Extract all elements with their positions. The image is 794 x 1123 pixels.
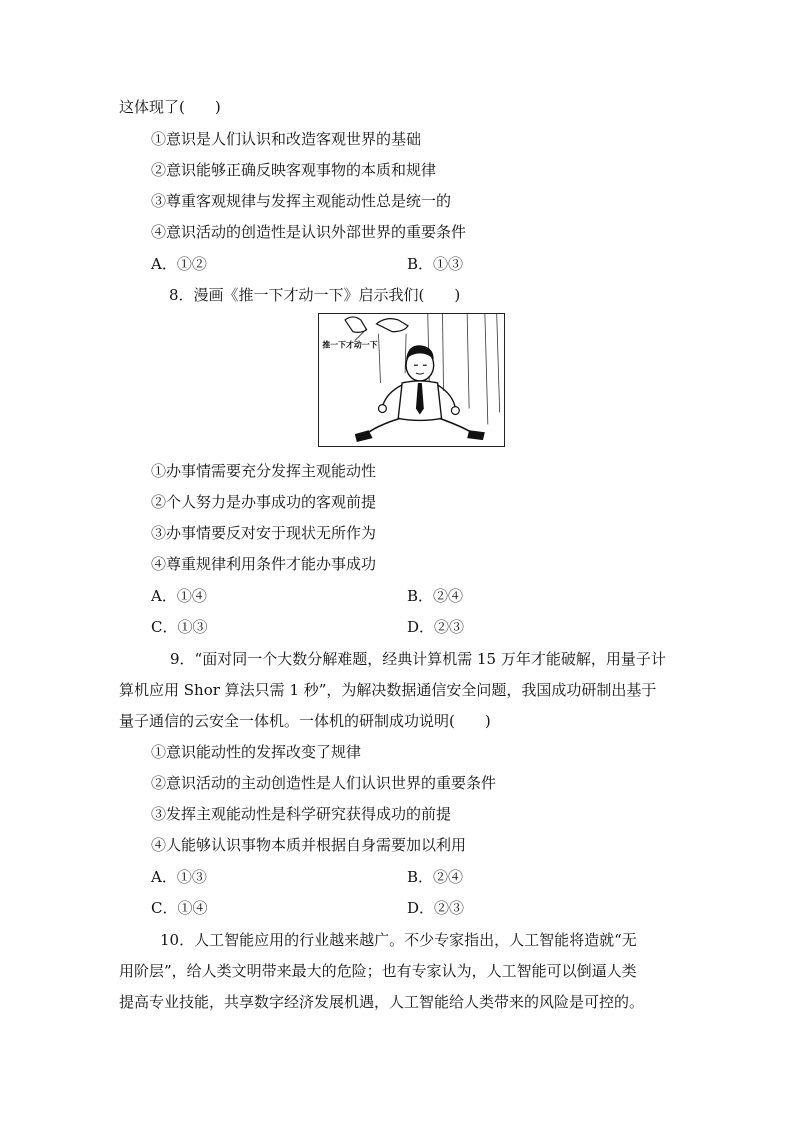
- q8-cartoon: [318, 313, 505, 447]
- q8-option-a[interactable]: A．①④: [151, 587, 207, 605]
- q7-item-3: ③尊重客观规律与发挥主观能动性总是统一的: [151, 192, 452, 210]
- q10-stem-line-2: 用阶层”，给人类文明带来最大的危险；也有专家认为，人工智能可以倒逼人类: [119, 962, 637, 980]
- q9-stem-line-1: 9．“面对同一个大数分解难题，经典计算机需 15 万年才能破解，用量子计: [170, 650, 666, 668]
- q9-item-4: ④人能够认识事物本质并根据自身需要加以利用: [151, 836, 467, 854]
- q8-item-4: ④尊重规律利用条件才能办事成功: [151, 555, 377, 573]
- q7-option-a[interactable]: A．①②: [151, 255, 207, 273]
- q10-stem-line-3: 提高专业技能，共享数字经济发展机遇，人工智能给人类带来的风险是可控的。: [119, 993, 645, 1011]
- q7-stem-tail: 这体现了( ): [119, 98, 221, 116]
- cartoon-caption: 推一下才动一下: [322, 340, 378, 350]
- q9-option-a[interactable]: A．①③: [151, 868, 207, 886]
- q9-stem-line-2: 算机应用 Shor 算法只需 1 秒”，为解决数据通信安全问题，我国成功研制出基于: [119, 681, 657, 699]
- puppet-cartoon-illustration: [319, 314, 504, 446]
- q9-option-c[interactable]: C．①④: [151, 899, 208, 917]
- q8-item-1: ①办事情需要充分发挥主观能动性: [151, 462, 377, 480]
- q8-item-2: ②个人努力是办事成功的客观前提: [151, 493, 377, 511]
- q9-item-3: ③发挥主观能动性是科学研究获得成功的前提: [151, 805, 452, 823]
- q8-stem: 8．漫画《推一下才动一下》启示我们( ): [169, 286, 461, 304]
- q10-stem-line-1: 10．人工智能应用的行业越来越广。不少专家指出，人工智能将造就“无: [160, 931, 637, 949]
- q9-option-b[interactable]: B．②④: [407, 868, 464, 886]
- q9-item-2: ②意识活动的主动创造性是人们认识世界的重要条件: [151, 774, 497, 792]
- q8-item-3: ③办事情要反对安于现状无所作为: [151, 524, 377, 542]
- q8-option-c[interactable]: C．①③: [151, 618, 208, 636]
- q7-item-1: ①意识是人们认识和改造客观世界的基础: [151, 130, 422, 148]
- q9-item-1: ①意识能动性的发挥改变了规律: [151, 743, 362, 761]
- q9-stem-line-3: 量子通信的云安全一体机。一体机的研制成功说明( ): [119, 712, 491, 730]
- q7-item-2: ②意识能够正确反映客观事物的本质和规律: [151, 161, 437, 179]
- q9-option-d[interactable]: D．②③: [407, 899, 465, 917]
- q8-option-b[interactable]: B．②④: [407, 587, 464, 605]
- q8-option-d[interactable]: D．②③: [407, 618, 465, 636]
- q7-option-b[interactable]: B．①③: [407, 255, 464, 273]
- q7-item-4: ④意识活动的创造性是认识外部世界的重要条件: [151, 223, 467, 241]
